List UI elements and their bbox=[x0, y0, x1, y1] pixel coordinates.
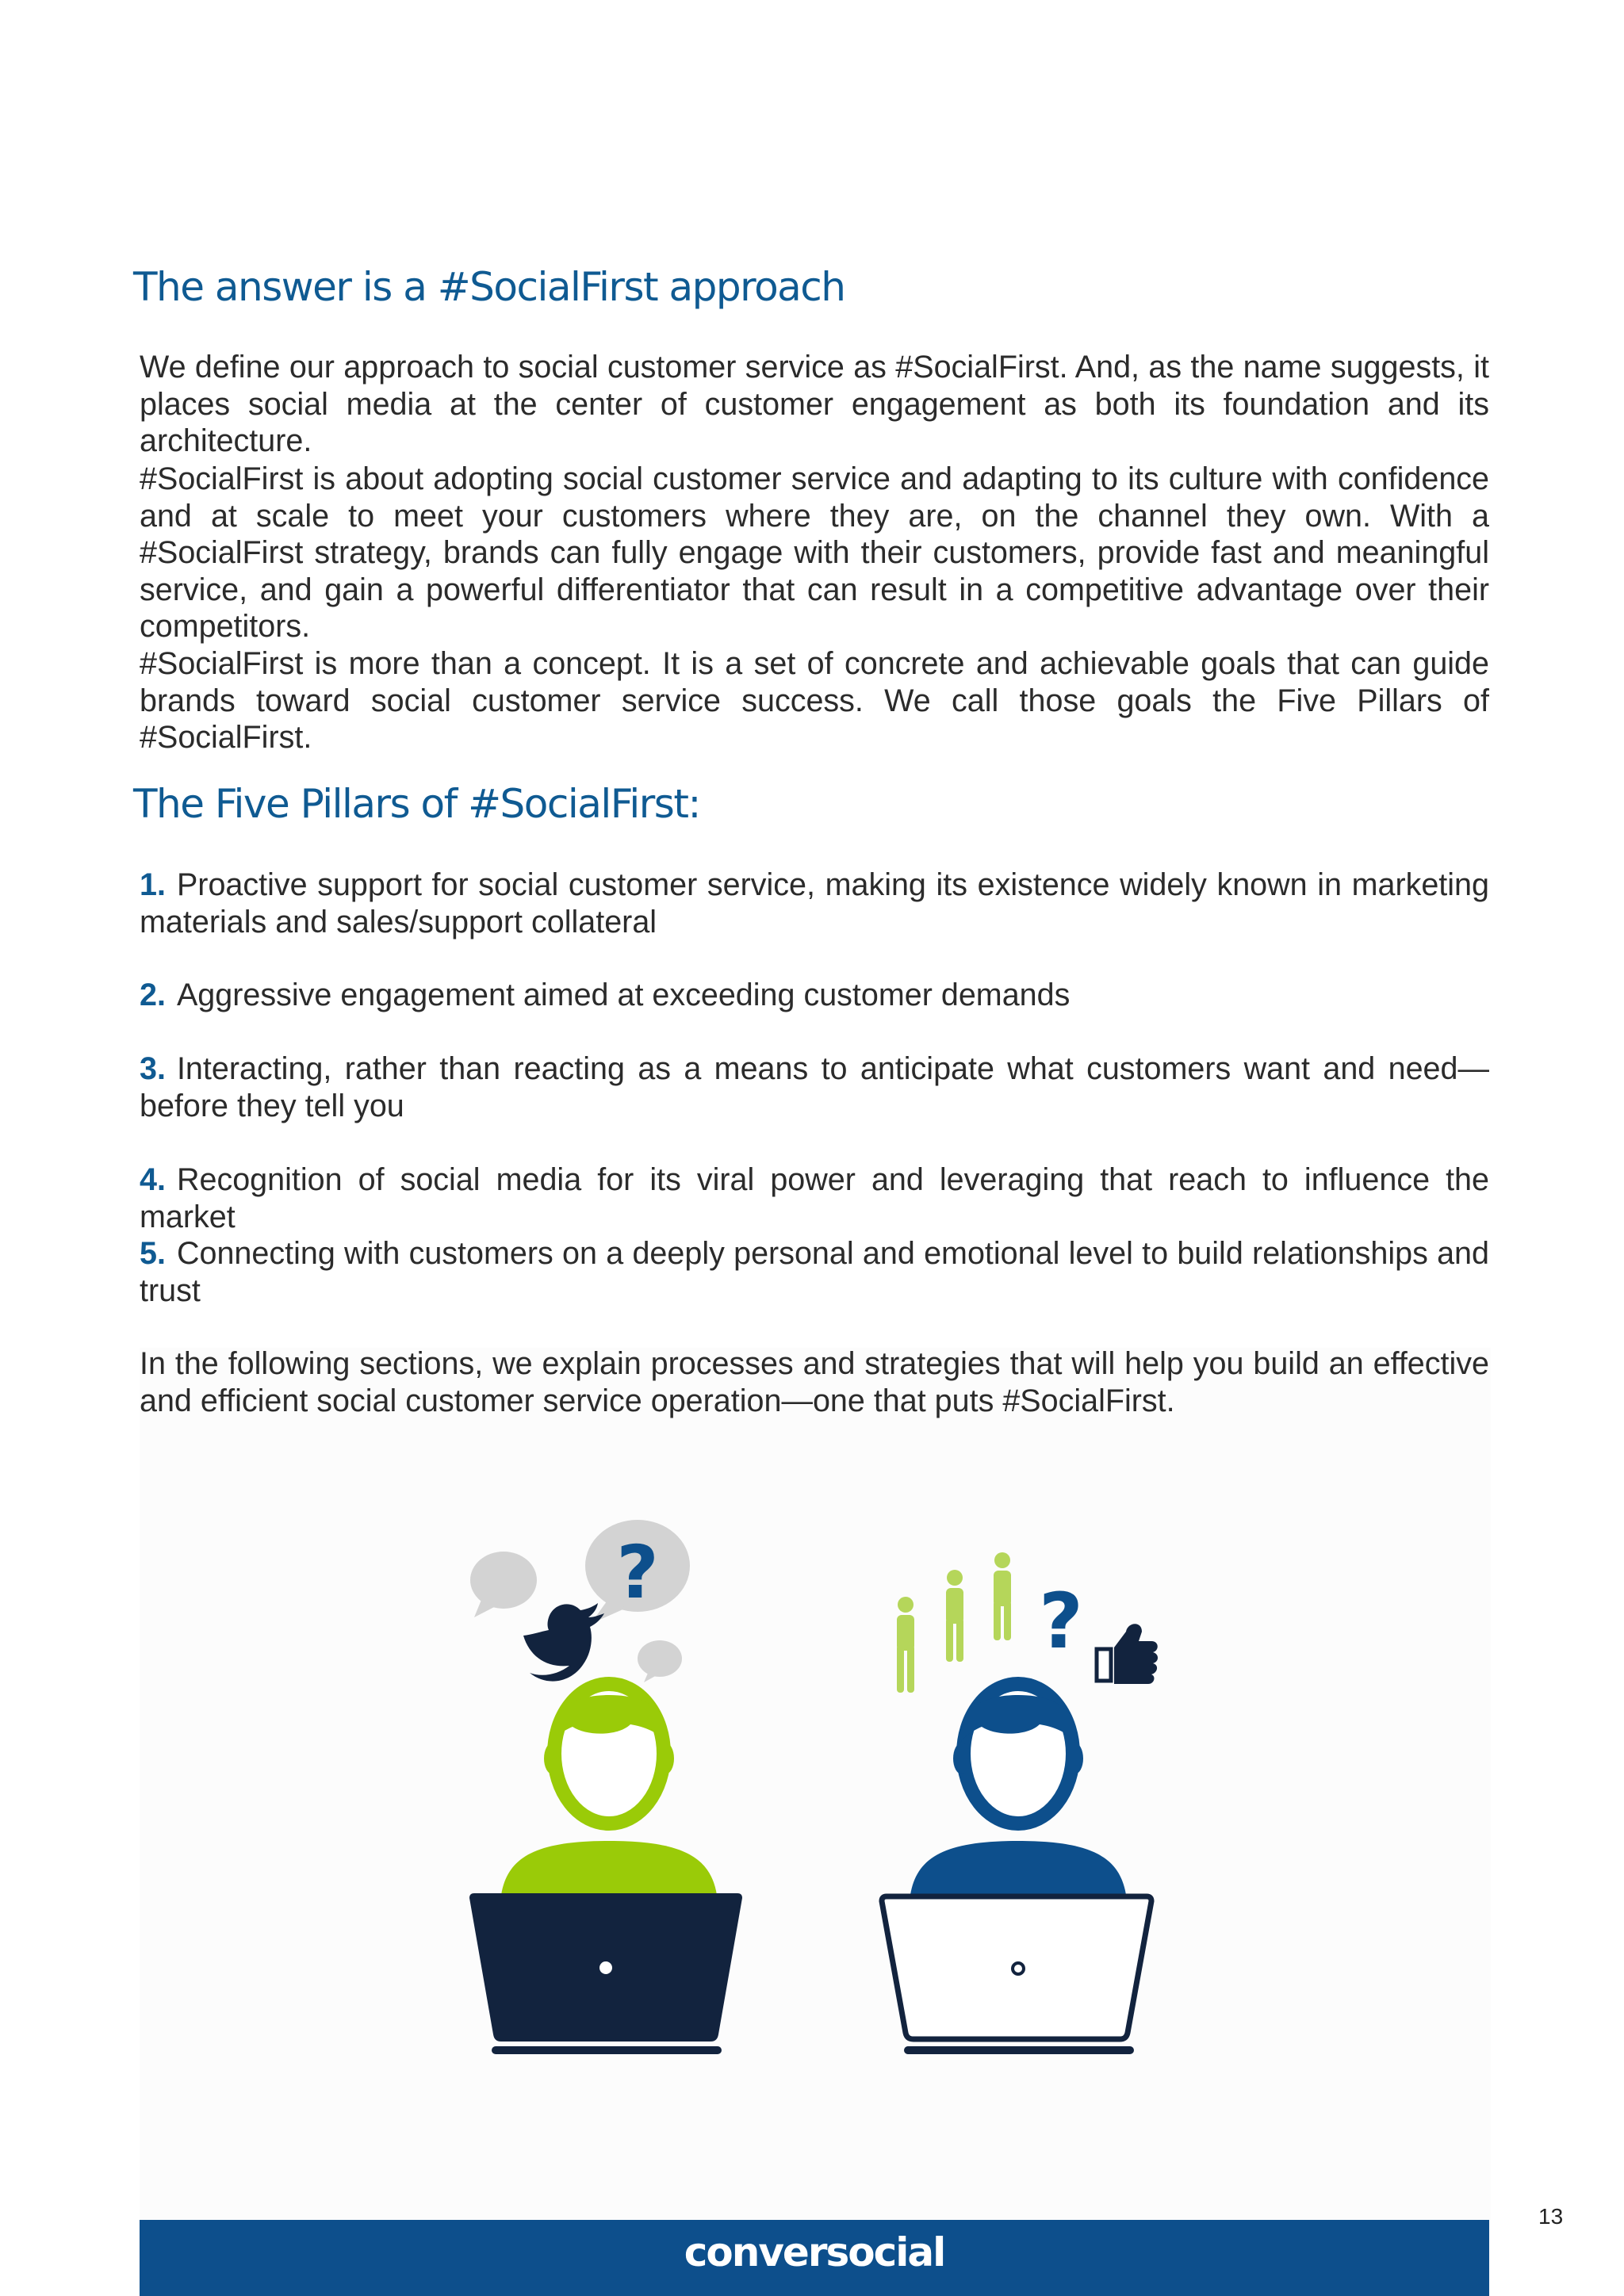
body-paragraph: #SocialFirst is about adopting social customer service and adapting to its culture with confidence and at scale to meet your customers where they are, on the channel they own. With a #SocialFirst strategy, brands can fully engage with their customers, provide fast and meaningful service, and gain a powerful differentiator that can result in a competitive advantage over their competitors. bbox=[140, 461, 1489, 644]
pillar-item bbox=[140, 1235, 1489, 1309]
footer-bar bbox=[140, 2220, 1489, 2296]
person-icon bbox=[946, 1570, 963, 1662]
twitter-bird-icon bbox=[523, 1603, 604, 1682]
pillar-text: Proactive support for social customer service, making its existence widely known in marketing materials and sales/support collateral bbox=[140, 867, 1489, 939]
laptop-icon bbox=[882, 1896, 1151, 2054]
pillar-number: 1. bbox=[140, 867, 166, 902]
pillar-number: 2. bbox=[140, 978, 166, 1012]
person-icon bbox=[897, 1597, 914, 1693]
closing-paragraph: In the following sections, we explain processes and strategies that will help you build an effective and efficient social customer service operation—one that puts #SocialFirst. bbox=[140, 1346, 1489, 1418]
pillar-text: Recognition of social media for its viral power and leveraging that reach to influence the market bbox=[140, 1162, 1489, 1234]
pillar-number: 5. bbox=[140, 1236, 166, 1271]
section-heading-five-pillars: The Five Pillars of #SocialFirst: bbox=[133, 781, 700, 827]
intro-paragraph: We define our approach to social customer service as #SocialFirst. And, as the name suggests, it places social media at the center of customer engagement as both its foundation and its architecture. bbox=[140, 350, 1489, 458]
speech-bubble-icon bbox=[638, 1640, 682, 1682]
speech-bubble-icon bbox=[470, 1552, 537, 1617]
question-mark-glyph: ? bbox=[616, 1530, 659, 1615]
laptop-icon bbox=[469, 1893, 742, 2054]
pillar-number: 3. bbox=[140, 1051, 166, 1086]
body-paragraph: #SocialFirst is more than a concept. It is a set of concrete and achievable goals that can guide brands toward social customer service success. We call those goals the Five Pillars of #SocialFirst. bbox=[140, 646, 1489, 755]
question-mark-glyph: ? bbox=[1039, 1577, 1083, 1666]
page-number: 13 bbox=[1538, 2204, 1564, 2229]
person-icon bbox=[501, 1684, 717, 1895]
pillar-text: Aggressive engagement aimed at exceeding customer demands bbox=[176, 978, 1071, 1012]
conversocial-logo: conversocial bbox=[684, 2229, 945, 2275]
pillar-number: 4. bbox=[140, 1162, 166, 1197]
thumbs-up-icon bbox=[1097, 1624, 1158, 1684]
pillar-item bbox=[140, 1050, 1489, 1124]
pillar-item bbox=[140, 1161, 1489, 1235]
social-service-illustration bbox=[444, 1506, 1182, 2077]
pillar-text: Connecting with customers on a deeply personal and emotional level to build relationships and trust bbox=[140, 1236, 1489, 1308]
person-icon bbox=[994, 1552, 1011, 1640]
section-heading-social-first: The answer is a #SocialFirst approach bbox=[133, 264, 845, 310]
pillar-item bbox=[140, 867, 1489, 940]
person-icon bbox=[910, 1684, 1126, 1895]
pillar-text: Interacting, rather than reacting as a means to anticipate what customers want and need—before they tell you bbox=[140, 1051, 1489, 1123]
pillar-item bbox=[140, 977, 1489, 1014]
